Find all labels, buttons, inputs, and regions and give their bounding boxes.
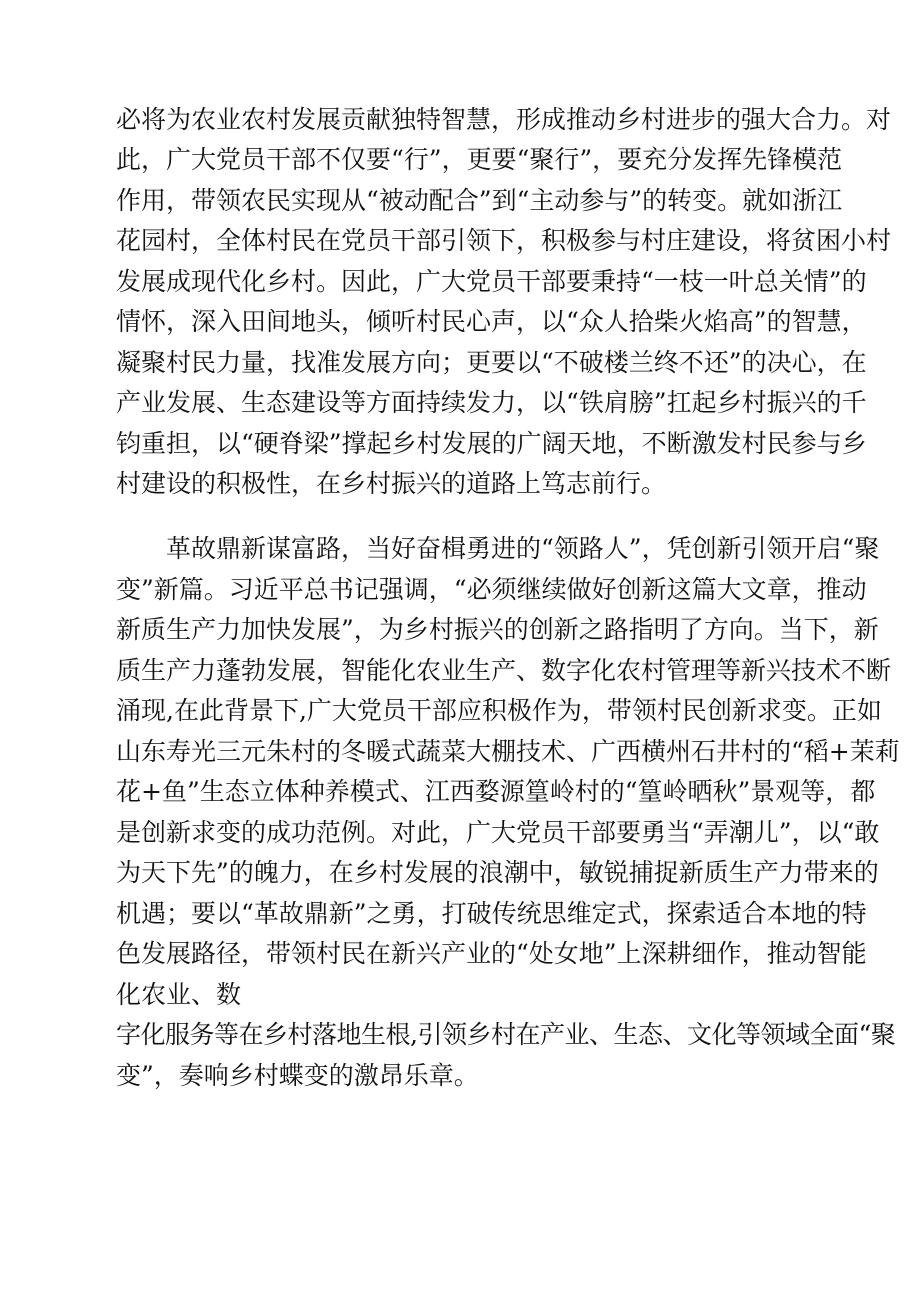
paragraph-line: 发展成现代化乡村。因此，广大党员干部要秉持“一枝一叶总关情”的: [116, 267, 867, 296]
paragraph-line: 必将为农业农村发展贡献独特智慧，形成推动乡村进步的强大合力。对: [116, 105, 892, 134]
paragraph-line: 花园村，全体村民在党员干部引领下，积极参与村庄建设，将贫困小村: [116, 226, 892, 255]
paragraph-line: 花+鱼”生态立体种养模式、江西婺源篁岭村的“篁岭晒秋”景观等，都: [116, 777, 876, 806]
paragraph-line: 村建设的积极性，在乡村振兴的道路上笃志前行。: [116, 469, 667, 498]
paragraph-line: 机遇；要以“革故鼎新”之勇，打破传统思维定式，探索适合本地的特: [116, 899, 867, 928]
paragraph-line: 新质生产力加快发展”，为乡村振兴的创新之路指明了方向。当下，新: [116, 615, 879, 644]
paragraph-line: 涌现,在此背景下,广大党员干部应积极作为，带领村民创新求变。正如: [116, 696, 882, 725]
paragraph-line: 此，广大党员干部不仅要“行”，更要“聚行”，要充分发挥先锋模范: [116, 145, 843, 174]
paragraph-line: 产业发展、生态建设等方面持续发力，以“铁肩膀”扛起乡村振兴的千: [116, 388, 867, 417]
paragraph-line: 为天下先”的魄力，在乡村发展的浪潮中，敏锐捕捉新质生产力带来的: [116, 858, 879, 887]
paragraph-line: 化农业、数: [116, 980, 242, 1009]
paragraph-line: 质生产力蓬勃发展，智能化农业生产、数字化农村管理等新兴技术不断: [116, 656, 892, 685]
paragraph-line: 色发展路径，带领村民在新兴产业的“处女地”上深耕细作，推动智能: [116, 939, 867, 968]
paragraph-line: 是创新求变的成功范例。对此，广大党员干部要勇当“弄潮儿”，以“敢: [116, 818, 880, 847]
paragraph-line: 山东寿光三元朱村的冬暖式蔬菜大棚技术、广西横州石井村的“稻+茉莉: [116, 737, 900, 766]
paragraph-line: 凝聚村民力量，找准发展方向；更要以“不破楼兰终不还”的决心，在: [116, 348, 867, 377]
paragraph-line: 变”新篇。习近平总书记强调，“必须继续做好创新这篇大文章，推动: [116, 575, 867, 604]
paragraph-line: 钧重担，以“硬脊梁”撑起乡村发展的广阔天地，不断激发村民参与乡: [116, 429, 867, 458]
paragraph-line: 作用，带领农民实现从“被动配合”到“主动参与”的转变。就如浙江: [116, 186, 843, 215]
paragraph-line: 变”，奏响乡村蝶变的激昂乐章。: [116, 1061, 479, 1090]
paragraph-line: 情怀，深入田间地头，倾听村民心声，以“众人拾柴火焰高”的智慧，: [116, 307, 867, 336]
paragraph-first-line: 革故鼎新谋富路，当好奋楫勇进的“领路人”，凭创新引领开启“聚: [166, 534, 880, 563]
paragraph-line: 字化服务等在乡村落地生根,引领乡村在产业、生态、文化等领域全面“聚: [116, 1020, 896, 1049]
